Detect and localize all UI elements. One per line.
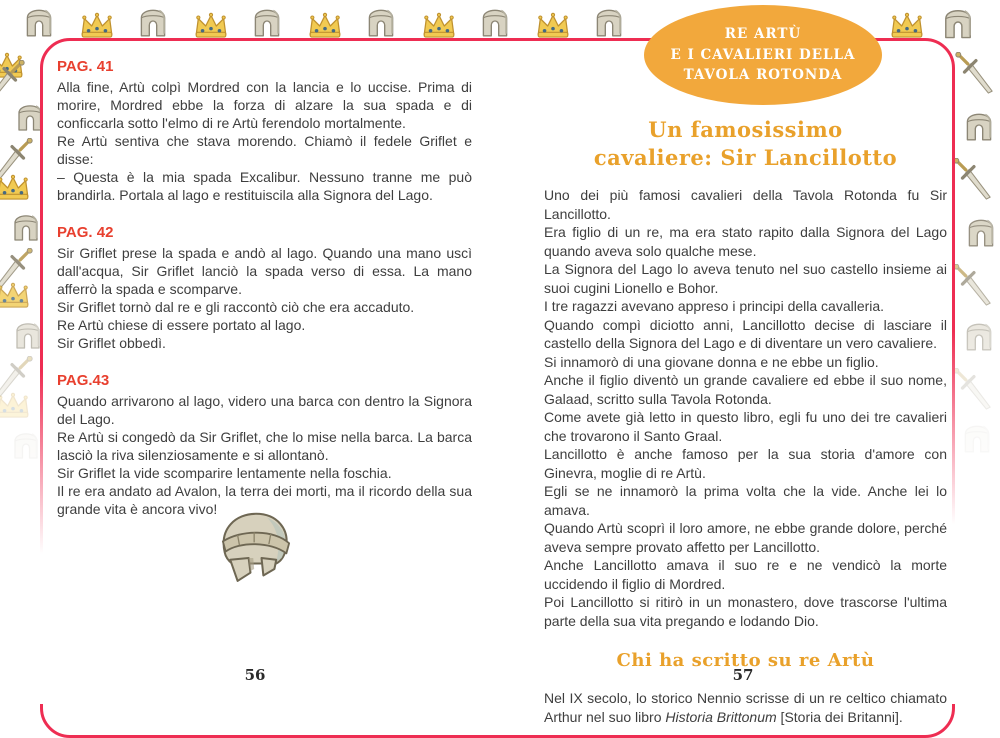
section-heading: PAG. 42 — [57, 224, 114, 241]
chapter-title-line1: Un famosissimo — [648, 117, 843, 142]
section-title: Chi ha scritto su re Artù — [616, 650, 875, 671]
paragraph: Poi Lancillotto si ritirò in un monastero, dove trascorse l'ultima parte della sua vita pregando e lodando Dio. — [544, 594, 947, 629]
helmet-icon — [960, 316, 998, 354]
paragraph: Quando compì diciotto anni, Lancillotto decise di lasciare il castello della Signora del Lago e di diventare un vero cavaliere. — [544, 316, 947, 351]
paragraph: La Signora del Lago lo aveva tenuto nel suo castello insieme ai suoi cugini Lionello e Bohor. — [544, 261, 947, 296]
sword-icon — [952, 264, 994, 306]
helmet-icon — [938, 2, 978, 42]
paragraph: Sir Griflet obbedì. — [57, 335, 166, 351]
crown-icon — [0, 392, 32, 420]
helmet-icon — [962, 212, 1000, 250]
chapter-title — [544, 116, 947, 172]
series-title-line: TAVOLA ROTONDA — [683, 67, 843, 84]
helmet-icon — [8, 208, 44, 244]
helmet-icon — [590, 2, 628, 40]
crown-icon — [0, 282, 32, 310]
series-title-badge — [644, 5, 882, 105]
sword-icon — [0, 60, 26, 102]
section-heading: PAG.43 — [57, 372, 110, 389]
paragraph: Re Artù sentiva che stava morendo. Chiamò il fedele Griflet e disse: — [57, 133, 472, 167]
crown-icon — [888, 12, 926, 40]
paragraph — [544, 689, 947, 726]
right-page-text — [544, 116, 947, 726]
crown-icon — [534, 12, 572, 40]
helmet-icon — [20, 2, 58, 40]
crown-icon — [192, 12, 230, 40]
crown-icon — [420, 12, 458, 40]
paragraph: Quando Artù scoprì il loro amore, ne ebbe grande dolore, perché aveva sempre provato affetto per Lancillotto. — [544, 520, 947, 555]
paragraph: Il re era andato ad Avalon, la terra dei morti, ma il ricordo della sua grande vita è ancora vivo! — [57, 483, 472, 517]
paragraph: Sir Griflet prese la spada e andò al lago. Quando una mano uscì dall'acqua, Sir Griflet lanciò la spada verso di essa. La mano afferrò la spada e scomparve. — [57, 245, 472, 297]
section-heading: PAG. 41 — [57, 58, 114, 75]
paragraph: Alla fine, Artù colpì Mordred con la lancia e lo uccise. Prima di morire, Mordred ebbe la forza di alzare la sua spada e di conficcarla sotto l'elmo di re Artù ferendolo mortalmente. — [57, 79, 472, 131]
paragraph: Re Artù si congedò da Sir Griflet, che lo mise nella barca. La barca lasciò la riva silenziosamente e si allontanò. — [57, 429, 472, 463]
helmet-icon — [362, 2, 400, 40]
paragraph: Uno dei più famosi cavalieri della Tavola Rotonda fu Sir Lancillotto. — [544, 187, 947, 222]
paragraph: Sir Griflet la vide scomparire lentamente nella foschia. — [57, 465, 392, 481]
crown-icon — [306, 12, 344, 40]
helmet-icon — [958, 418, 996, 456]
book-title-italic: Historia Brittonum — [665, 708, 777, 725]
helmet-icon — [248, 2, 286, 40]
paragraph: Anche Lancillotto amava il suo re e ne vendicò la morte uccidendo il figlio di Mordred. — [544, 557, 947, 592]
chapter-title-line2: cavaliere: Sir Lancillotto — [593, 145, 898, 170]
page-number-left: 56 — [244, 666, 266, 684]
crown-icon — [78, 12, 116, 40]
paragraph: Si innamorò di una giovane donna e ne ebbe un figlio. — [544, 353, 879, 370]
paragraph: Quando arrivarono al lago, videro una barca con dentro la Signora del Lago. — [57, 393, 472, 427]
paragraph: Era figlio di un re, ma era stato rapito dalla Signora del Lago quando aveva solo qualche mese. — [544, 224, 947, 259]
knight-helmet-illustration — [210, 503, 302, 589]
left-page-text — [57, 44, 472, 518]
paragraph: Egli se ne innamorò la prima volta che la vide. Anche lei lo amava. — [544, 483, 947, 518]
sword-icon — [952, 158, 994, 200]
nennio-text-before: Nel IX secolo, lo storico Nennio scrisse di un re celtico chiamato Arthur nel suo libro — [544, 690, 947, 725]
sword-icon — [952, 368, 994, 410]
paragraph: Sir Griflet tornò dal re e gli raccontò ciò che era accaduto. — [57, 299, 415, 315]
series-title-line: RE ARTÙ — [724, 25, 802, 42]
helmet-icon — [960, 106, 998, 144]
sword-icon — [954, 52, 996, 94]
paragraph: Anche il figlio diventò un grande cavaliere ed ebbe il suo nome, Galaad, scritto sulla Tavola Rotonda. — [544, 372, 947, 407]
page-number-right: 57 — [732, 666, 754, 684]
nennio-text-after: [Storia dei Britanni]. — [776, 708, 903, 725]
paragraph: Come avete già letto in questo libro, egli fu uno dei tre cavalieri che trovarono il Santo Graal. — [544, 409, 947, 444]
helmet-icon — [8, 426, 44, 462]
series-title-line: E I CAVALIERI DELLA — [670, 46, 856, 63]
helmet-icon — [134, 2, 172, 40]
paragraph: – Questa è la mia spada Excalibur. Nessuno tranne me può brandirla. Portala al lago e restituiscila alla Signora del Lago. — [57, 169, 472, 203]
crown-icon — [0, 174, 32, 202]
paragraph: I tre ragazzi avevano appreso i principi della cavalleria. — [544, 298, 885, 314]
paragraph: Re Artù chiese di essere portato al lago. — [57, 317, 306, 333]
paragraph: Lancillotto è anche famoso per la sua storia d'amore con Ginevra, moglie di re Artù. — [544, 446, 947, 481]
helmet-icon — [476, 2, 514, 40]
